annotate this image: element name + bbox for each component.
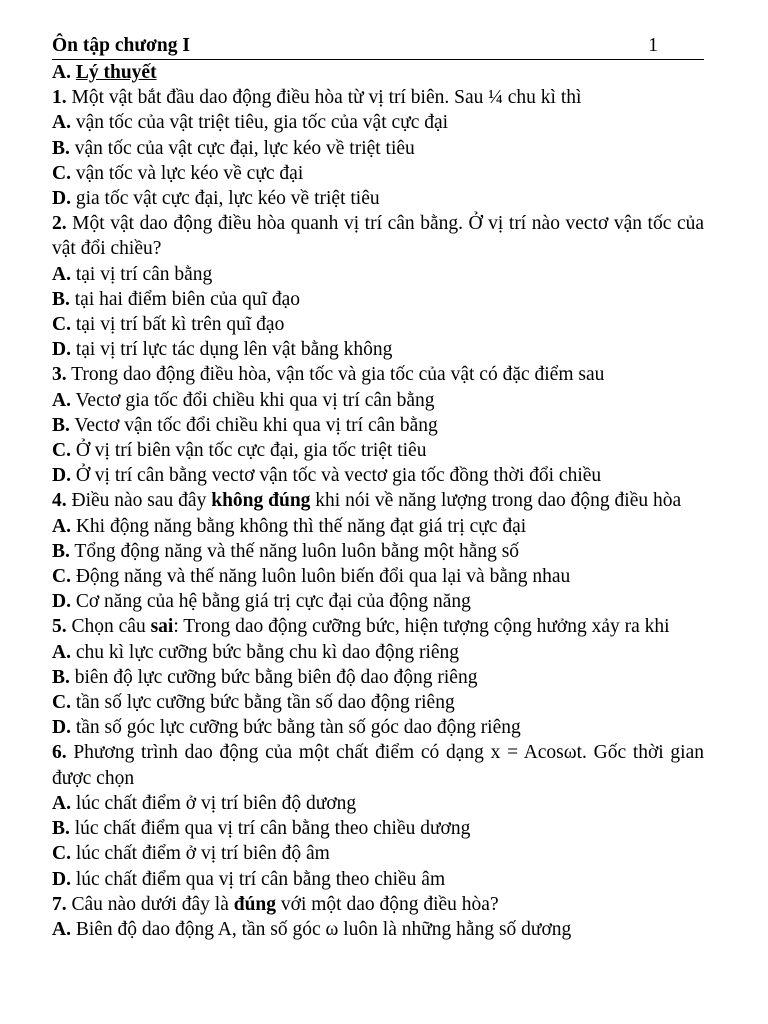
option-d: D. Cơ năng của hệ bằng giá trị cực đại của động năng: [52, 591, 471, 613]
question-stem: 6. Phương trình dao động của một chất điểm có dạng x = Acosωt. Gốc thời gian được chọn: [52, 742, 704, 789]
option-d: D. Ở vị trí cân bằng vectơ vận tốc và vectơ gia tốc đồng thời đổi chiều: [52, 465, 602, 487]
option-c: C. Ở vị trí biên vận tốc cực đại, gia tốc triệt tiêu: [52, 440, 427, 462]
page-header: [52, 34, 704, 60]
section-title: Lý thuyết: [75, 62, 157, 83]
option-b: B. tại hai điểm biên của quĩ đạo: [52, 288, 301, 310]
option-a: A. lúc chất điểm ở vị trí biên độ dương: [52, 792, 357, 814]
option-a: A. Vectơ gia tốc đổi chiều khi qua vị trí cân bằng: [52, 389, 435, 411]
option-c: C. vận tốc và lực kéo về cực đại: [52, 162, 304, 184]
emphasis-text: sai: [150, 616, 174, 638]
option-b: B. Tổng động năng và thế năng luôn luôn bằng một hằng số: [52, 540, 520, 562]
question-stem: 7. Câu nào dưới đây là đúng với một dao động điều hòa?: [52, 893, 499, 915]
question-stem: 1. Một vật bắt đầu dao động điều hòa từ vị trí biên. Sau ¼ chu kì thì: [52, 87, 582, 109]
option-a: A. chu kì lực cưỡng bức bằng chu kì dao động riêng: [52, 641, 460, 663]
question-4: [52, 488, 704, 614]
chapter-title: Ôn tập chương I: [52, 35, 190, 56]
option-a: A. Khi động năng bằng không thì thế năng đạt giá trị cực đại: [52, 515, 527, 537]
question-3: [52, 362, 704, 488]
option-c: C. Động năng và thế năng luôn luôn biến đổi qua lại và bằng nhau: [52, 566, 571, 588]
question-5: [52, 614, 704, 740]
question-1: [52, 85, 704, 211]
option-b: B. Vectơ vận tốc đổi chiều khi qua vị trí cân bằng: [52, 414, 438, 436]
option-b: B. vận tốc của vật cực đại, lực kéo về triệt tiêu: [52, 137, 415, 159]
emphasis-text: không đúng: [211, 490, 311, 512]
question-7: [52, 892, 704, 942]
option-d: D. lúc chất điểm qua vị trí cân bằng theo chiều âm: [52, 868, 446, 890]
question-6: [52, 740, 704, 891]
option-a: A. Biên độ dao động A, tần số góc ω luôn là những hằng số dương: [52, 918, 572, 940]
question-stem: 3. Trong dao động điều hòa, vận tốc và gia tốc của vật có đặc điểm sau: [52, 364, 605, 386]
page-number: 1: [648, 35, 658, 56]
option-a: A. tại vị trí cân bằng: [52, 263, 213, 285]
option-c: C. lúc chất điểm ở vị trí biên độ âm: [52, 843, 330, 865]
section-letter: A.: [52, 62, 71, 83]
document-page: [52, 34, 704, 942]
option-a: A. vận tốc của vật triệt tiêu, gia tốc của vật cực đại: [52, 112, 449, 134]
option-d: D. gia tốc vật cực đại, lực kéo về triệt tiêu: [52, 188, 380, 210]
emphasis-text: đúng: [233, 893, 277, 915]
option-d: D. tần số góc lực cưỡng bức bằng tàn số góc dao động riêng: [52, 717, 521, 739]
option-b: B. lúc chất điểm qua vị trí cân bằng theo chiều dương: [52, 818, 471, 840]
question-stem: 2. Một vật dao động điều hòa quanh vị trí cân bằng. Ở vị trí nào vectơ vận tốc của vật đổi chiều?: [52, 213, 704, 260]
option-c: C. tại vị trí bất kì trên quĩ đạo: [52, 314, 285, 336]
option-c: C. tần số lực cưỡng bức bằng tần số dao động riêng: [52, 692, 455, 714]
question-2: [52, 211, 704, 362]
question-stem: 5. Chọn câu sai: Trong dao động cưỡng bức, hiện tượng cộng hưởng xảy ra khi: [52, 616, 670, 638]
question-stem: 4. Điều nào sau đây không đúng khi nói về năng lượng trong dao động điều hòa: [52, 490, 682, 512]
option-d: D. tại vị trí lực tác dụng lên vật bằng không: [52, 339, 393, 361]
section-heading: [52, 60, 704, 85]
option-b: B. biên độ lực cưỡng bức bằng biên độ dao động riêng: [52, 666, 478, 688]
